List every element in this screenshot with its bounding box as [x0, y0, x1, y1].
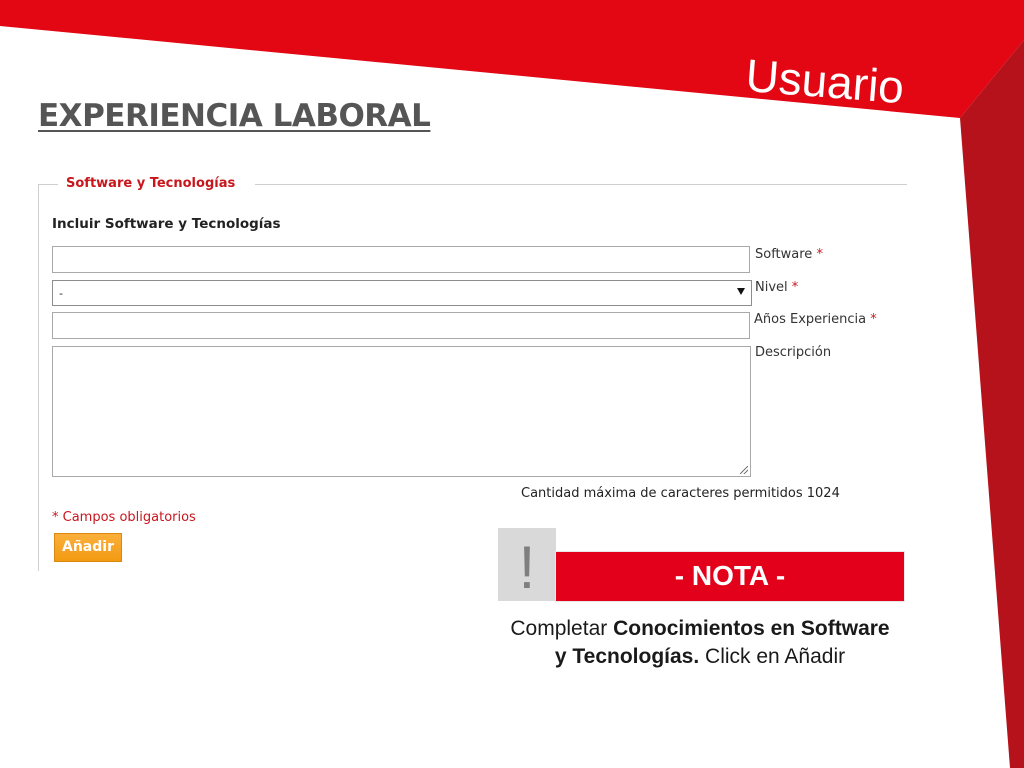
- fieldset-border: [38, 184, 58, 185]
- required-mark: *: [870, 312, 877, 327]
- required-mark: *: [816, 247, 823, 262]
- note-body: Completar Conocimientos en Software y Tecnologías. Click en Añadir: [510, 617, 890, 668]
- note-title: - NOTA -: [674, 560, 786, 591]
- software-label: Software *: [755, 247, 823, 262]
- note-body-emphasis: Conocimientos en Software y Tecnologías.: [554, 617, 890, 668]
- resize-grip-icon[interactable]: [740, 466, 748, 474]
- nivel-select[interactable]: [52, 280, 752, 306]
- exclamation-icon: !: [518, 534, 536, 601]
- anos-experiencia-label: Años Experiencia *: [754, 312, 877, 327]
- software-input[interactable]: [52, 246, 750, 273]
- fieldset-border: [38, 184, 39, 571]
- page-title: EXPERIENCIA LABORAL: [38, 98, 431, 134]
- nivel-selected-value: -: [59, 287, 63, 300]
- descripcion-textarea[interactable]: [52, 346, 751, 477]
- dropdown-arrow-icon: [737, 288, 745, 295]
- add-button[interactable]: Añadir: [54, 533, 122, 562]
- descripcion-label: Descripción: [755, 345, 832, 360]
- banner-title: Usuario: [743, 48, 906, 114]
- section-title: Incluir Software y Tecnologías: [52, 216, 281, 232]
- nivel-label: Nivel *: [755, 280, 799, 295]
- max-chars-hint: Cantidad máxima de caracteres permitidos 1024: [521, 486, 840, 501]
- required-fields-note: * Campos obligatorios: [52, 510, 196, 525]
- fieldset-legend: Software y Tecnologías: [66, 176, 236, 191]
- required-mark: *: [791, 280, 799, 295]
- anos-experiencia-input[interactable]: [52, 312, 750, 339]
- fieldset-border: [255, 184, 907, 185]
